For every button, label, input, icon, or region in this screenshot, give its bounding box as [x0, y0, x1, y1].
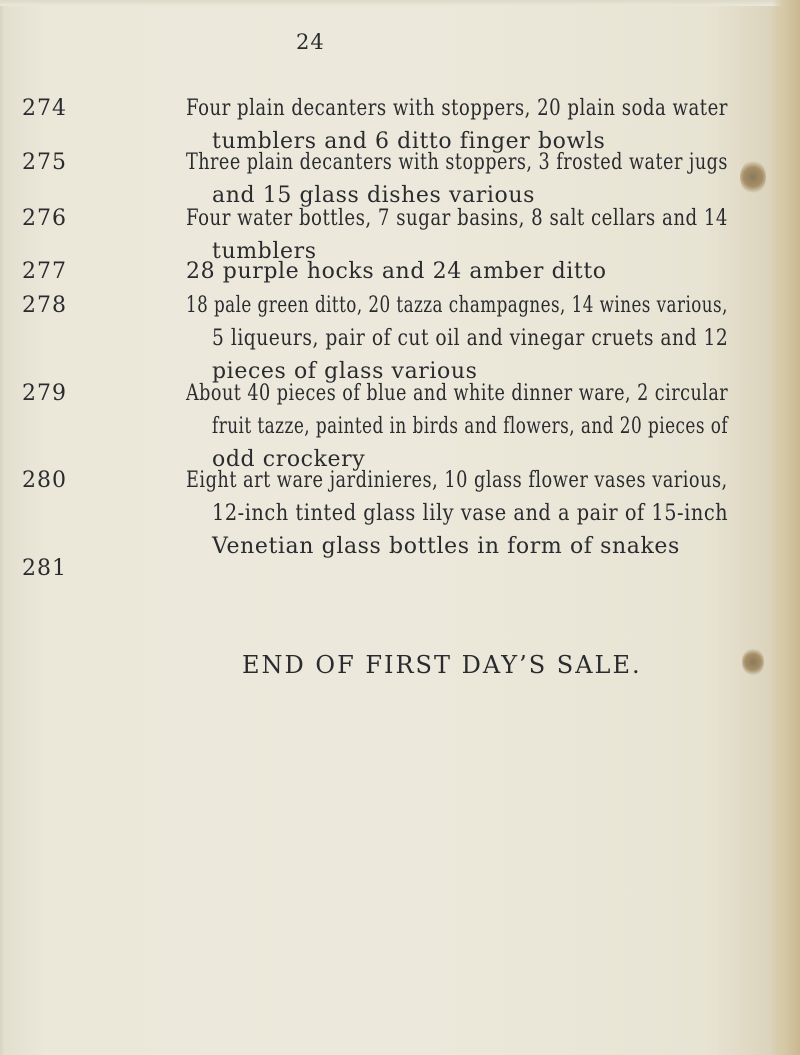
lot-description-line: Venetian glass bottles in form of snakes — [212, 534, 680, 559]
lot-description-line: odd crockery — [212, 447, 366, 472]
lot-number: 277 — [22, 259, 67, 284]
lot-number: 279 — [22, 381, 67, 406]
paper-stain-mark — [742, 648, 764, 676]
lot-number: 276 — [22, 206, 67, 231]
end-of-sale-notice: END OF FIRST DAY’S SALE. — [242, 651, 642, 679]
lot-number: 281 — [22, 556, 67, 581]
lot-description-line: 12-inch tinted glass lily vase and a pair of 15-inch — [212, 501, 729, 526]
lot-description-line: tumblers — [212, 239, 317, 264]
page-right-edge — [772, 0, 800, 1055]
lot-description-line: tumblers and 6 ditto finger bowls — [212, 129, 606, 154]
lot-number: 278 — [22, 293, 67, 318]
lot-description-line: Four plain decanters with stoppers, 20 plain soda water — [186, 96, 728, 121]
lot-description-line: Three plain decanters with stoppers, 3 frosted water jugs — [186, 150, 728, 175]
lot-description-line: Eight art ware jardinieres, 10 glass flower vases various, — [186, 468, 728, 493]
lot-description-line: 18 pale green ditto, 20 tazza champagnes, 14 wines various, — [186, 293, 728, 318]
page-number: 24 — [296, 30, 325, 54]
lot-number: 280 — [22, 468, 67, 493]
page-left-edge — [0, 0, 6, 1055]
lot-description-line: 28 purple hocks and 24 amber ditto — [186, 259, 607, 284]
page-top-edge — [0, 0, 800, 6]
paper-stain-mark — [740, 160, 766, 194]
lot-description-line: pieces of glass various — [212, 359, 478, 384]
lot-number: 275 — [22, 150, 67, 175]
lot-number: 274 — [22, 96, 67, 121]
lot-description-line: and 15 glass dishes various — [212, 183, 536, 208]
lot-description-line: 5 liqueurs, pair of cut oil and vinegar cruets and 12 — [212, 326, 729, 351]
lot-description-line: Four water bottles, 7 sugar basins, 8 salt cellars and 14 — [186, 206, 728, 231]
lot-description-line: fruit tazze, painted in birds and flowers, and 20 pieces of — [212, 414, 729, 439]
lot-description-line: About 40 pieces of blue and white dinner ware, 2 circular — [186, 381, 729, 406]
